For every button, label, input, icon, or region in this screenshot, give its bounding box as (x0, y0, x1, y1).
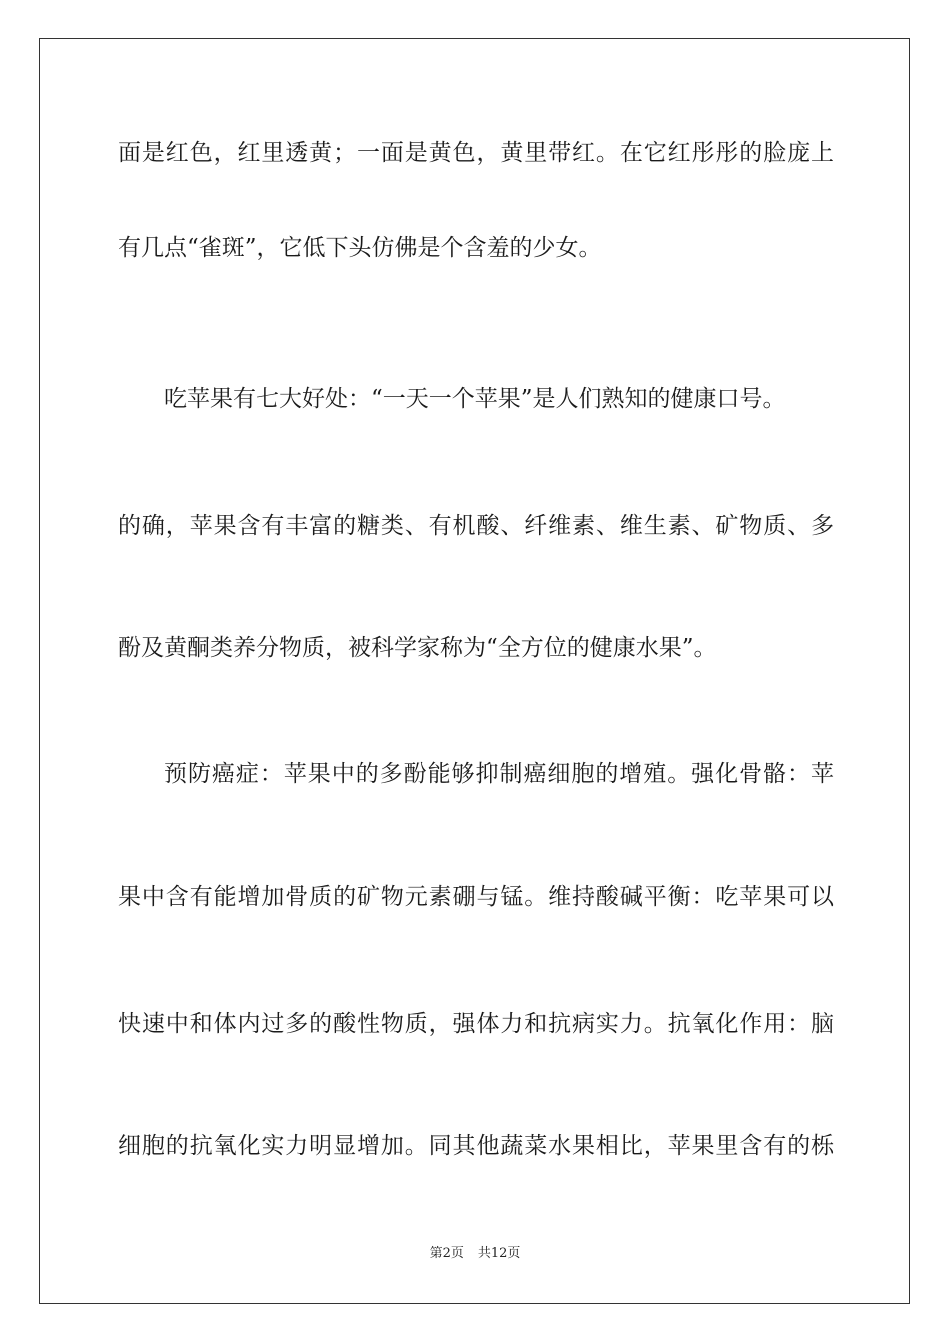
page-footer (0, 1245, 950, 1263)
paragraph-line: 果中含有能增加骨质的矿物元素硼与锰。维持酸碱平衡：吃苹果可以 (118, 884, 834, 910)
paragraph-line: 面是红色，红里透黄；一面是黄色，黄里带红。在它红彤彤的脸庞上 (118, 140, 834, 166)
paragraph-line: 细胞的抗氧化实力明显增加。同其他蔬菜水果相比，苹果里含有的栎 (118, 1133, 834, 1159)
paragraph-line: 酚及黄酮类养分物质，被科学家称为“全方位的健康水果”。 (118, 635, 717, 661)
paragraph-line: 的确，苹果含有丰富的糖类、有机酸、纤维素、维生素、矿物质、多 (118, 513, 834, 539)
paragraph-line: 有几点“雀斑”，它低下头仿佛是个含羞的少女。 (118, 235, 602, 261)
paragraph-line: 预防癌症：苹果中的多酚能够抑制癌细胞的增殖。强化骨骼：苹 (164, 761, 834, 787)
page-total: 共12页 (477, 1246, 521, 1261)
paragraph-line: 快速中和体内过多的酸性物质，强体力和抗病实力。抗氧化作用：脑 (118, 1011, 834, 1037)
paragraph-line: 吃苹果有七大好处：“一天一个苹果”是人们熟知的健康口号。 (164, 386, 786, 412)
page-number: 第2页 (429, 1246, 464, 1261)
page-border (39, 38, 910, 1304)
